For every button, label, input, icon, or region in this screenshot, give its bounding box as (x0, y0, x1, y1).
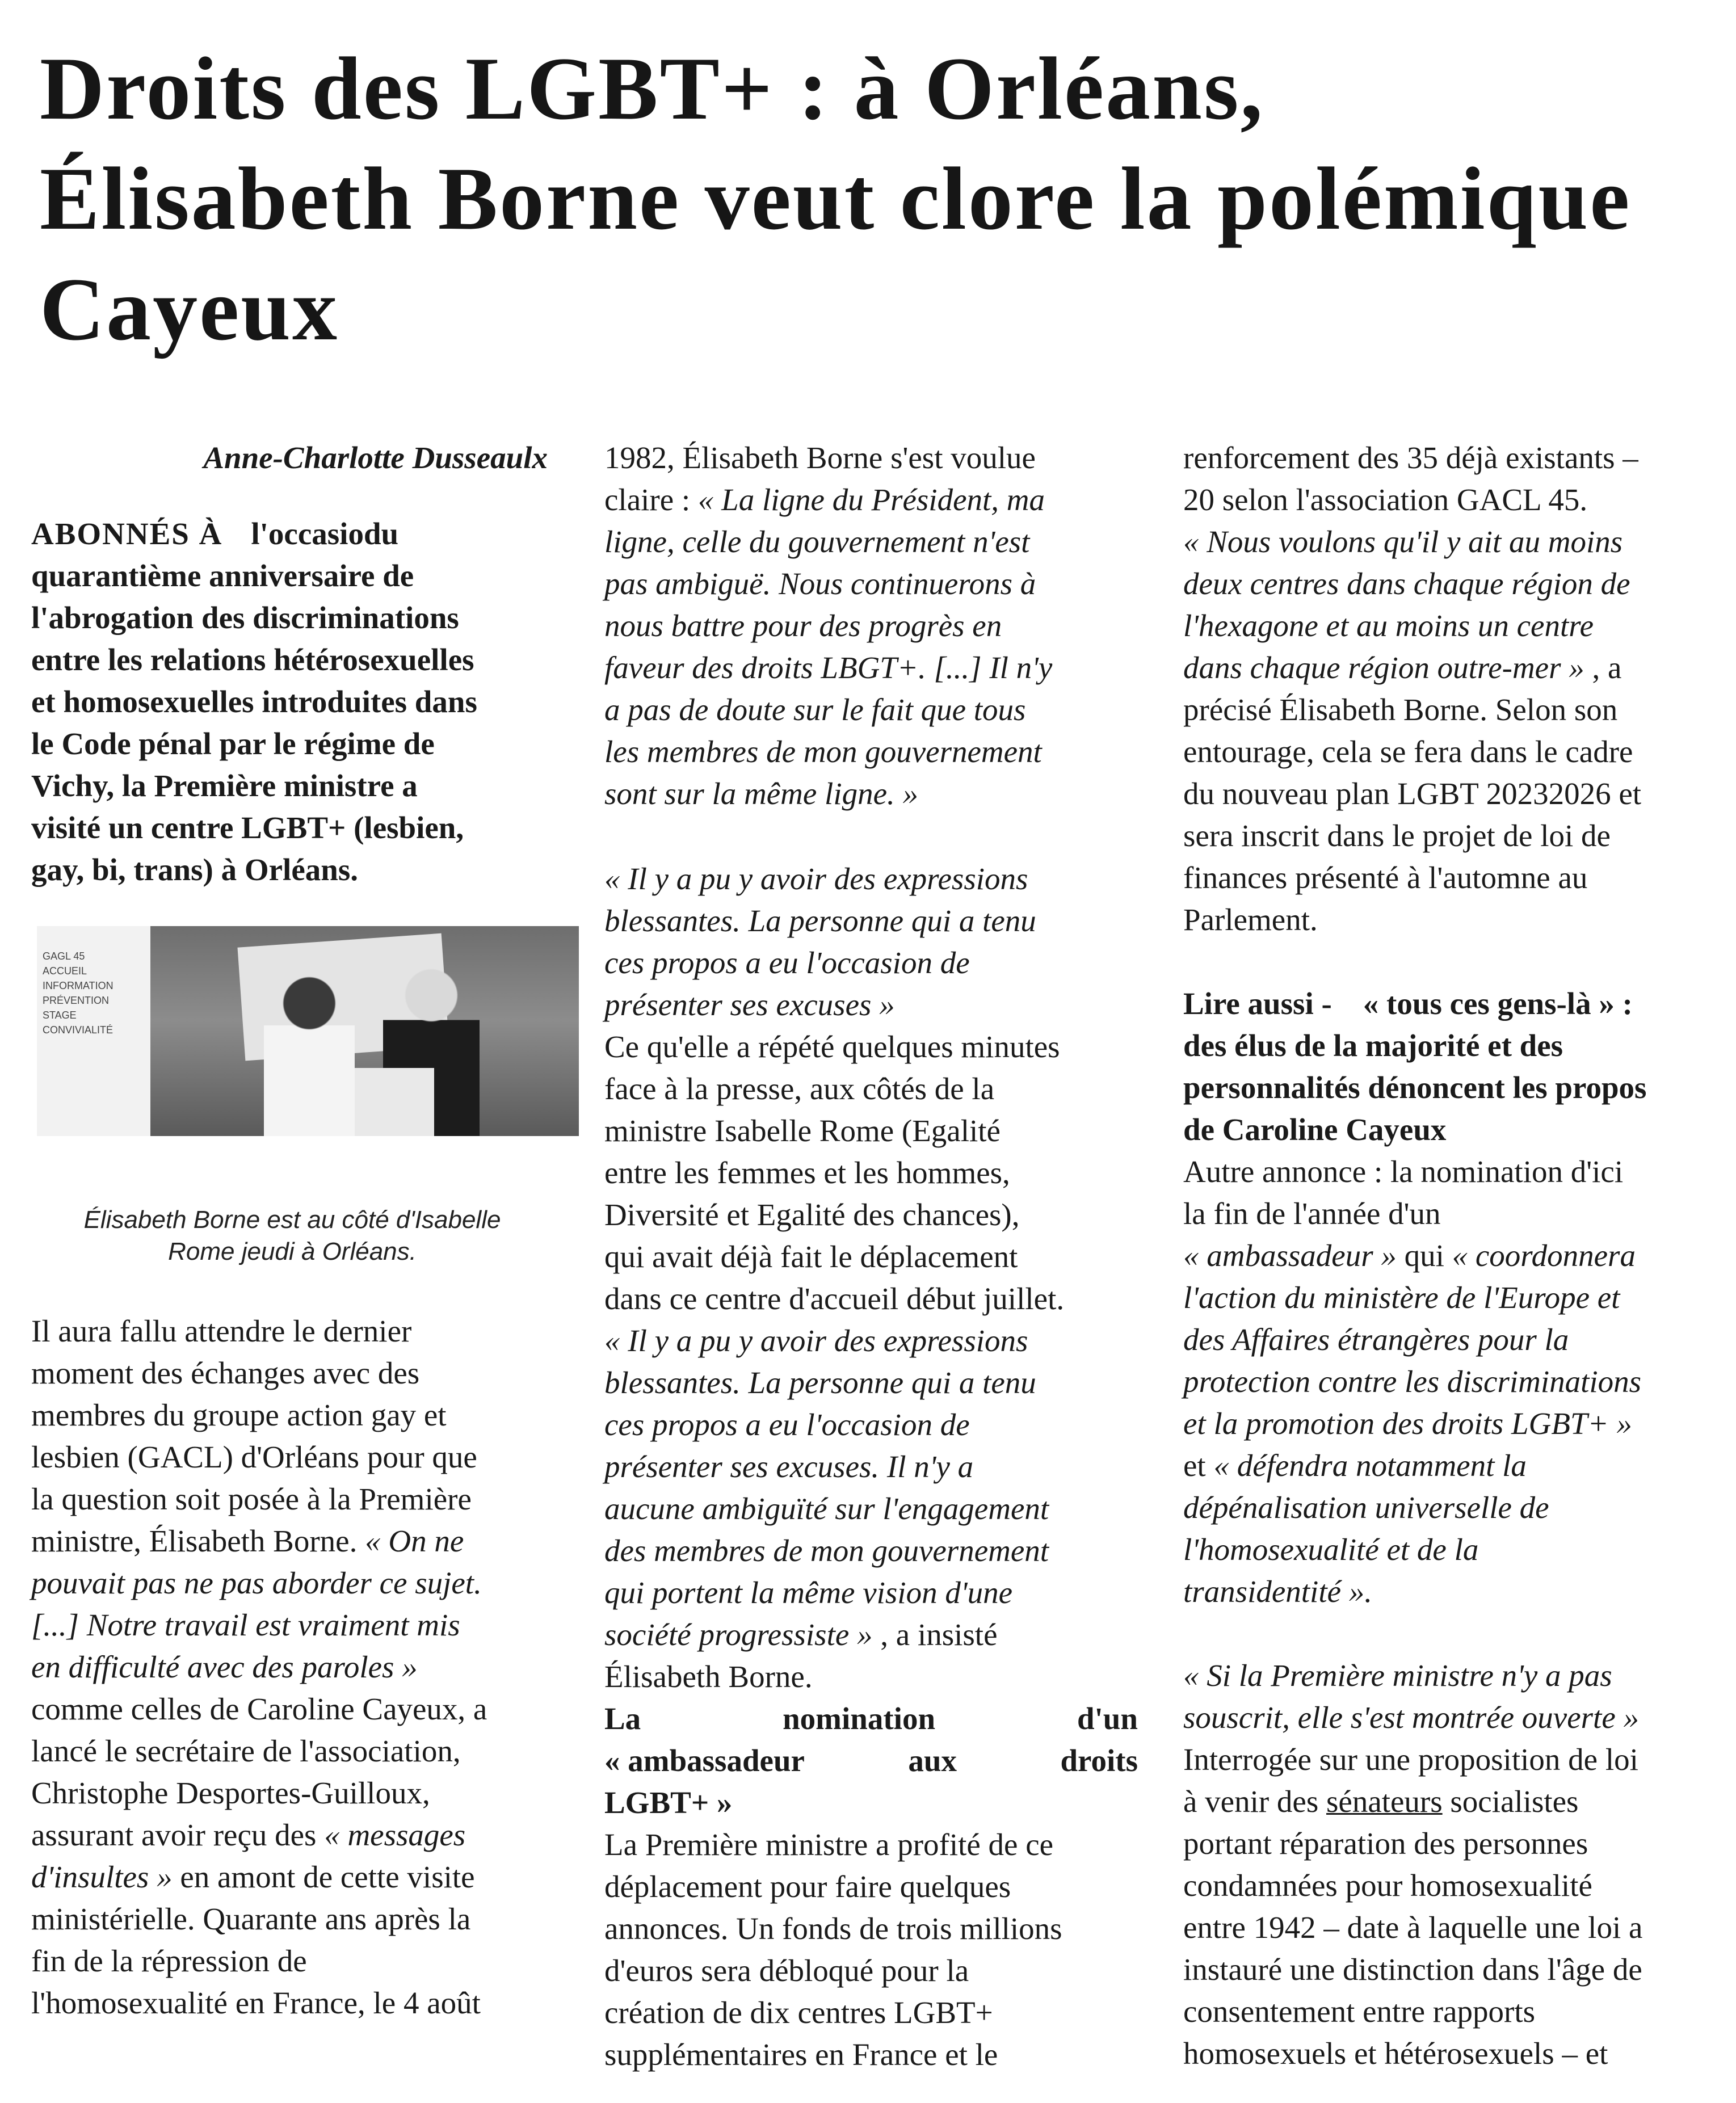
body-line: entourage, cela se fera dans le cadre (1183, 734, 1633, 769)
body-line: Élisabeth Borne. (604, 1659, 813, 1694)
subheading-word: d'un (1077, 1701, 1138, 1736)
body-line: instauré une distinction dans l'âge de (1183, 1952, 1642, 1987)
subheading-word: aux (908, 1743, 957, 1778)
body-line (604, 479, 1138, 521)
related-link-line[interactable]: de Caroline Cayeux (1183, 1112, 1447, 1147)
body-paragraph (31, 1310, 553, 2024)
photo-person-borne (264, 966, 355, 1136)
body-line: condamnées pour homosexualité (1183, 1868, 1592, 1903)
body-paragraph (1183, 1655, 1714, 2075)
body-line: lancé le secrétaire de l'association, (31, 1734, 461, 1768)
quote-line: en difficulté avec des paroles » (31, 1650, 418, 1684)
subheading-word: nomination (783, 1701, 936, 1736)
quote-text: dans chaque région outre-mer » (1183, 650, 1584, 685)
lead-line: l'abrogation des discriminations (31, 600, 459, 635)
body-text: en amont de cette visite (172, 1860, 475, 1894)
lead-paragraph (31, 513, 553, 891)
section-subheading (604, 1698, 1138, 1824)
headline-line: Cayeux (40, 259, 339, 359)
body-line: annonces. Un fonds de trois millions (604, 1911, 1062, 1946)
headline-line: Élisabeth Borne veut clore la polémique (40, 149, 1632, 249)
quote-line: ligne, celle du gouvernement n'est (604, 524, 1030, 559)
body-line (1183, 1235, 1714, 1277)
body-line: renforcement des 35 déjà existants – (1183, 440, 1638, 475)
body-line: La Première ministre a profité de ce (604, 1827, 1054, 1862)
quote-line: des membres de mon gouvernement (604, 1533, 1049, 1568)
subheading-word: « ambassadeur (604, 1743, 805, 1778)
lead-line: gay, bi, trans) à Orléans. (31, 852, 358, 887)
body-line: création de dix centres LGBT+ (604, 1995, 993, 2030)
lead-line (31, 513, 553, 555)
byline: Anne-Charlotte Dusseaulx (203, 440, 548, 475)
pull-quote (604, 858, 1138, 1026)
quote-text: « messages (324, 1818, 466, 1852)
quote-line: et la promotion des droits LGBT+ » (1183, 1406, 1632, 1441)
related-link-line[interactable]: des élus de la majorité et des (1183, 1028, 1563, 1063)
body-line: précisé Élisabeth Borne. Selon son (1183, 692, 1618, 727)
caption-line: Rome jeudi à Orléans. (168, 1238, 417, 1265)
body-line: homosexuels et hétérosexuels – et (1183, 2036, 1608, 2071)
related-link-line[interactable]: personnalités dénoncent les propos (1183, 1070, 1647, 1105)
body-line: Autre annonce : la nomination d'ici (1183, 1154, 1624, 1189)
body-paragraph (1183, 437, 1714, 941)
quote-line: « Nous voulons qu'il y ait au moins (1183, 524, 1623, 559)
quote-line: sont sur la même ligne. » (604, 776, 919, 811)
quote-line: nous battre pour des progrès en (604, 608, 1002, 643)
quote-line: l'action du ministère de l'Europe et (1183, 1280, 1620, 1315)
article-column-1 (31, 437, 553, 2024)
body-paragraph (1183, 1151, 1714, 1613)
article-column-3 (1180, 437, 1714, 2075)
body-line: finances présenté à l'automne au (1183, 860, 1588, 895)
quote-text: « coordonnera (1452, 1238, 1636, 1273)
quote-text: « On ne (365, 1524, 464, 1558)
body-line (1183, 647, 1714, 689)
quote-line: « Il y a pu y avoir des expressions (604, 1323, 1028, 1358)
banner-text: INFORMATION (43, 980, 114, 991)
article-headline (40, 34, 1714, 365)
body-line (31, 1856, 553, 1898)
body-line: dans ce centre d'accueil début juillet. (604, 1281, 1065, 1316)
lead-line: le Code pénal par le régime de (31, 726, 435, 761)
body-line: Diversité et Egalité des chances), (604, 1197, 1020, 1232)
quote-line: l'homosexualité et de la (1183, 1532, 1479, 1567)
body-paragraph (604, 1320, 1138, 1698)
banner-text: CONVIVIALITÉ (43, 1024, 114, 1036)
body-text: claire : (604, 482, 698, 517)
quote-text: « défendra notamment la (1213, 1448, 1527, 1483)
body-line: lesbien (GACL) d'Orléans pour que (31, 1440, 477, 1474)
body-text: socialistes (1442, 1784, 1579, 1819)
body-line: moment des échanges avec des (31, 1356, 420, 1390)
body-text: , a (1584, 650, 1622, 685)
subheading-line (604, 1698, 1138, 1740)
body-line (1183, 1781, 1714, 1823)
quote-line: les membres de mon gouvernement (604, 734, 1042, 769)
quote-text: « ambassadeur » (1183, 1238, 1397, 1273)
body-paragraph (604, 437, 1138, 815)
lead-line: visité un centre LGBT+ (lesbien, (31, 810, 464, 845)
body-text: ministre, Élisabeth Borne. (31, 1524, 365, 1558)
body-line: sera inscrit dans le projet de loi de (1183, 818, 1611, 853)
quote-line: présenter ses excuses. Il n'y a (604, 1449, 974, 1484)
quote-line: aucune ambiguïté sur l'engagement (604, 1491, 1049, 1526)
quote-line: faveur des droits LBGT+. [...] Il n'y (604, 650, 1053, 685)
quote-text: « La ligne du Président, ma (697, 482, 1045, 517)
quote-line: pas ambiguë. Nous continuerons à (604, 566, 1036, 601)
body-line: comme celles de Caroline Cayeux, a (31, 1692, 487, 1726)
senateurs-link[interactable]: sénateurs (1326, 1784, 1443, 1819)
body-line: Interrogée sur une proposition de loi (1183, 1742, 1638, 1777)
body-text: , a insisté (872, 1617, 998, 1652)
paragraph-gap (1183, 1613, 1714, 1655)
quote-text: société progressiste » (604, 1617, 873, 1652)
paragraph-gap (1183, 941, 1714, 983)
photo-banner (37, 926, 150, 1136)
banner-text: ACCUEIL (43, 965, 87, 977)
subheading-line: LGBT+ » (604, 1785, 733, 1820)
subheading-word: La (604, 1701, 641, 1736)
quote-line: des Affaires étrangères pour la (1183, 1322, 1569, 1357)
body-line: ministérielle. Quarante ans après la (31, 1902, 471, 1936)
body-line: déplacement pour faire quelques (604, 1869, 1011, 1904)
body-line: d'euros sera débloqué pour la (604, 1953, 969, 1988)
quote-line: « Si la Première ministre n'y a pas (1183, 1658, 1612, 1693)
body-line: qui avait déjà fait le déplacement (604, 1239, 1018, 1274)
quote-line: a pas de doute sur le fait que tous (604, 692, 1026, 727)
body-paragraph (604, 1824, 1138, 2076)
quote-line: [...] Notre travail est vraiment mis (31, 1608, 460, 1642)
lead-text: l'occasiodu (251, 516, 399, 551)
quote-line: l'hexagone et au moins un centre (1183, 608, 1594, 643)
quote-text: d'insultes » (31, 1860, 173, 1894)
paragraph-gap (604, 815, 1138, 858)
body-line: face à la presse, aux côtés de la (604, 1071, 995, 1106)
headline-line: Droits des LGBT+ : à Orléans, (40, 39, 1264, 138)
article-photo (37, 926, 579, 1136)
body-line (31, 1814, 553, 1856)
lead-line: quarantième anniversaire de (31, 558, 414, 593)
body-line: Parlement. (1183, 902, 1318, 937)
quote-line: protection contre les discriminations (1183, 1364, 1642, 1399)
related-article-link[interactable] (1183, 983, 1714, 1151)
subheading-word: droits (1060, 1743, 1138, 1778)
body-line: la fin de l'année d'un (1183, 1196, 1441, 1231)
body-line (31, 1520, 553, 1562)
quote-line: qui portent la même vision d'une (604, 1575, 1013, 1610)
body-line: supplémentaires en France et le (604, 2037, 998, 2072)
banner-text: GAGL 45 (43, 950, 85, 962)
quote-line: ces propos a eu l'occasion de (604, 1407, 970, 1442)
body-line: consentement entre rapports (1183, 1994, 1536, 2029)
quote-line: dépénalisation universelle de (1183, 1490, 1549, 1525)
body-line: la question soit posée à la Première (31, 1482, 472, 1516)
body-line: 20 selon l'association GACL 45. (1183, 482, 1588, 517)
body-line: Christophe Desportes-Guilloux, (31, 1776, 430, 1810)
quote-line: ces propos a eu l'occasion de (604, 945, 970, 980)
quote-line: souscrit, elle s'est montrée ouverte » (1183, 1700, 1639, 1735)
body-text: assurant avoir reçu des (31, 1818, 325, 1852)
body-line: fin de la répression de (31, 1944, 307, 1978)
body-paragraph (604, 1026, 1138, 1320)
photo-lectern (355, 1068, 434, 1136)
quote-line: transidentité ». (1183, 1574, 1373, 1609)
banner-text: PRÉVENTION (43, 995, 110, 1006)
body-line: Ce qu'elle a répété quelques minutes (604, 1029, 1060, 1064)
body-text: à venir des (1183, 1784, 1326, 1819)
subheading-line (604, 1740, 1138, 1782)
body-line: du nouveau plan LGBT 20232026 et (1183, 776, 1642, 811)
body-line: portant réparation des personnes (1183, 1826, 1588, 1861)
lead-line: entre les relations hétérosexuelles (31, 642, 474, 677)
body-text: qui (1396, 1238, 1452, 1273)
banner-text: STAGE (43, 1010, 77, 1021)
body-line (1183, 1445, 1714, 1487)
body-text: et (1183, 1448, 1214, 1483)
quote-line: pouvait pas ne pas aborder ce sujet. (31, 1566, 482, 1600)
body-line: entre 1942 – date à laquelle une loi a (1183, 1910, 1643, 1945)
quote-line: deux centres dans chaque région de (1183, 566, 1630, 601)
subscribers-label: ABONNÉS À (31, 516, 223, 551)
article-column-2 (604, 437, 1138, 2076)
body-line: l'homosexualité en France, le 4 août (31, 1986, 481, 2020)
caption-line: Élisabeth Borne est au côté d'Isabelle (83, 1206, 501, 1234)
quote-line: « Il y a pu y avoir des expressions (604, 861, 1028, 896)
related-link-line[interactable]: Lire aussi - « tous ces gens-là » : (1183, 986, 1633, 1021)
body-line: Il aura fallu attendre le dernier (31, 1314, 412, 1348)
lead-line: et homosexuelles introduites dans (31, 684, 477, 719)
body-line (604, 1614, 1138, 1656)
body-line: 1982, Élisabeth Borne s'est voulue (604, 440, 1036, 475)
quote-line: blessantes. La personne qui a tenu (604, 1365, 1036, 1400)
quote-line: présenter ses excuses » (604, 987, 895, 1022)
body-line: membres du groupe action gay et (31, 1398, 447, 1432)
body-line: entre les femmes et les hommes, (604, 1155, 1010, 1190)
body-line: ministre Isabelle Rome (Egalité (604, 1113, 1001, 1148)
lead-line: Vichy, la Première ministre a (31, 768, 418, 803)
photo-caption (31, 1204, 553, 1268)
quote-line: blessantes. La personne qui a tenu (604, 903, 1036, 938)
